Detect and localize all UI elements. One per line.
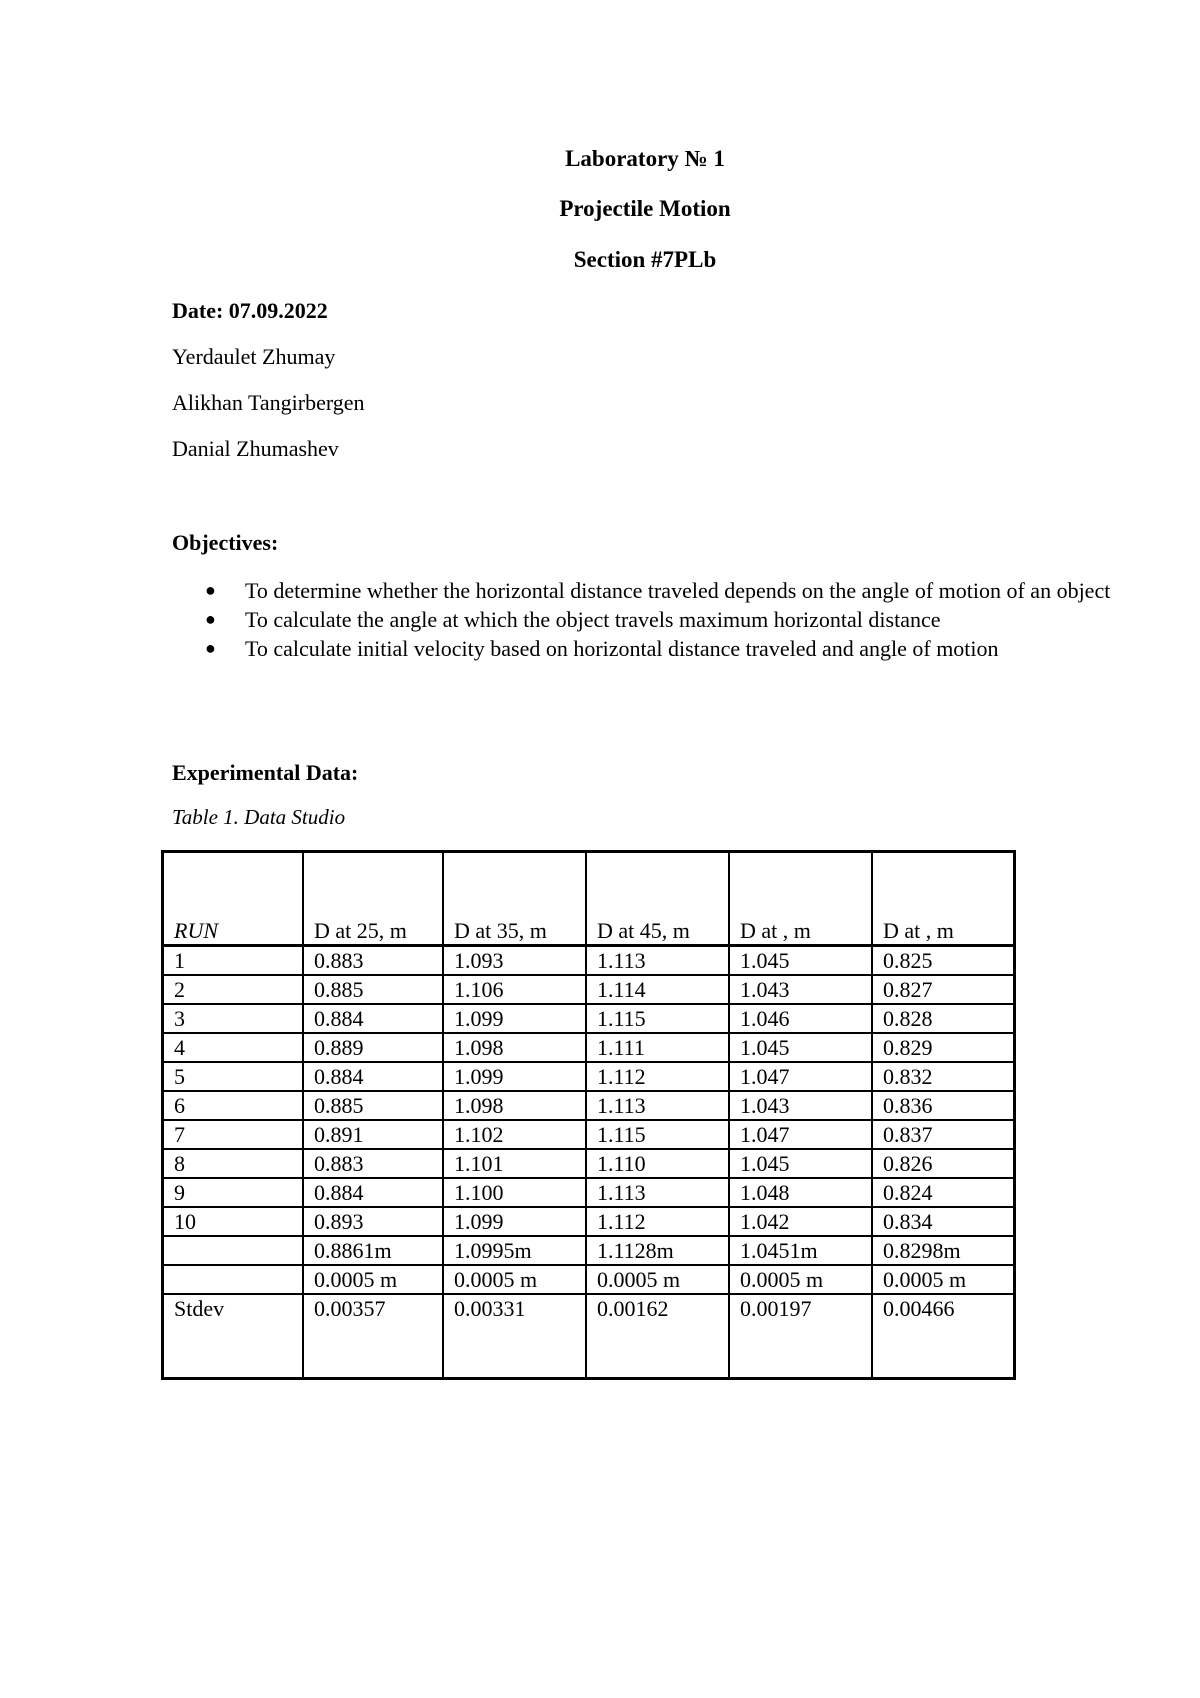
column-header: D at , m — [729, 852, 872, 946]
run-cell: 6 — [163, 1091, 304, 1120]
table-row — [163, 1207, 1015, 1236]
value-cell: 0.0005 m — [729, 1265, 872, 1294]
run-cell: 7 — [163, 1120, 304, 1149]
value-cell: 1.113 — [586, 1091, 729, 1120]
table-row — [163, 1004, 1015, 1033]
value-cell: 0.00466 — [872, 1294, 1015, 1379]
value-cell: 1.111 — [586, 1033, 729, 1062]
value-cell: 1.112 — [586, 1207, 729, 1236]
value-cell: 1.0451m — [729, 1236, 872, 1265]
value-cell: 0.832 — [872, 1062, 1015, 1091]
objective-item — [172, 634, 1132, 663]
table-row — [163, 1265, 1015, 1294]
value-cell: 0.8298m — [872, 1236, 1015, 1265]
value-cell: 1.114 — [586, 975, 729, 1004]
objective-text: To determine whether the horizontal distance traveled depends on the angle of motion of an object — [245, 578, 1111, 603]
run-cell: 10 — [163, 1207, 304, 1236]
value-cell: 0.893 — [303, 1207, 443, 1236]
table-caption: Table 1. Data Studio — [172, 805, 346, 829]
objectives-heading: Objectives: — [172, 530, 279, 555]
table-header-row — [163, 852, 1015, 946]
value-cell: 0.883 — [303, 1149, 443, 1178]
value-cell: 1.115 — [586, 1004, 729, 1033]
value-cell: 0.825 — [872, 946, 1015, 976]
value-cell: 0.884 — [303, 1178, 443, 1207]
table-row — [163, 1062, 1015, 1091]
run-cell — [163, 1236, 304, 1265]
value-cell: 0.00162 — [586, 1294, 729, 1379]
value-cell: 1.047 — [729, 1120, 872, 1149]
value-cell: 1.093 — [443, 946, 586, 976]
data-table — [161, 850, 1016, 1380]
objective-item — [172, 576, 1132, 605]
value-cell: 0.00331 — [443, 1294, 586, 1379]
run-cell: 4 — [163, 1033, 304, 1062]
value-cell: 0.0005 m — [443, 1265, 586, 1294]
value-cell: 1.101 — [443, 1149, 586, 1178]
value-cell: 1.047 — [729, 1062, 872, 1091]
value-cell: 1.098 — [443, 1091, 586, 1120]
objective-text: To calculate the angle at which the object travels maximum horizontal distance — [245, 607, 941, 632]
member-name: Alikhan Tangirbergen — [172, 390, 365, 415]
table-row — [163, 1236, 1015, 1265]
table-row — [163, 1091, 1015, 1120]
value-cell: 1.042 — [729, 1207, 872, 1236]
table-row — [163, 1033, 1015, 1062]
value-cell: 0.824 — [872, 1178, 1015, 1207]
objective-item — [172, 605, 1132, 634]
column-header: D at , m — [872, 852, 1015, 946]
member-name: Danial Zhumashev — [172, 436, 339, 461]
value-cell: 1.045 — [729, 946, 872, 976]
value-cell: 1.0995m — [443, 1236, 586, 1265]
table-body — [163, 946, 1015, 1379]
table-row — [163, 1178, 1015, 1207]
run-cell — [163, 1265, 304, 1294]
table-row — [163, 975, 1015, 1004]
value-cell: 0.829 — [872, 1033, 1015, 1062]
value-cell: 1.043 — [729, 1091, 872, 1120]
value-cell: 0.889 — [303, 1033, 443, 1062]
value-cell: 1.048 — [729, 1178, 872, 1207]
value-cell: 1.099 — [443, 1207, 586, 1236]
lab-date: Date: 07.09.2022 — [172, 298, 328, 323]
value-cell: 0.836 — [872, 1091, 1015, 1120]
table-row — [163, 1294, 1015, 1379]
value-cell: 0.884 — [303, 1004, 443, 1033]
value-cell: 1.102 — [443, 1120, 586, 1149]
column-header: D at 35, m — [443, 852, 586, 946]
value-cell: 1.099 — [443, 1004, 586, 1033]
value-cell: 1.1128m — [586, 1236, 729, 1265]
run-cell: 2 — [163, 975, 304, 1004]
value-cell: 0.885 — [303, 1091, 443, 1120]
table-row — [163, 1149, 1015, 1178]
value-cell: 0.828 — [872, 1004, 1015, 1033]
value-cell: 0.00197 — [729, 1294, 872, 1379]
objectives-list — [172, 576, 1132, 663]
run-cell: 9 — [163, 1178, 304, 1207]
run-cell: 1 — [163, 946, 304, 976]
objective-text: To calculate initial velocity based on horizontal distance traveled and angle of motion — [245, 636, 999, 661]
lab-section: Section #7PLb — [573, 247, 717, 272]
lab-title: Laboratory № 1 — [565, 146, 725, 171]
column-header-run: RUN — [163, 852, 304, 946]
run-cell: Stdev — [163, 1294, 304, 1379]
value-cell: 0.00357 — [303, 1294, 443, 1379]
value-cell: 0.837 — [872, 1120, 1015, 1149]
experimental-heading: Experimental Data: — [172, 760, 359, 785]
bullet-icon: ● — [205, 580, 216, 600]
value-cell: 0.0005 m — [872, 1265, 1015, 1294]
lab-subject: Projectile Motion — [559, 196, 731, 221]
value-cell: 1.112 — [586, 1062, 729, 1091]
value-cell: 1.113 — [586, 946, 729, 976]
value-cell: 0.891 — [303, 1120, 443, 1149]
value-cell: 0.0005 m — [586, 1265, 729, 1294]
bullet-icon: ● — [205, 638, 216, 658]
value-cell: 1.099 — [443, 1062, 586, 1091]
value-cell: 0.885 — [303, 975, 443, 1004]
value-cell: 1.100 — [443, 1178, 586, 1207]
value-cell: 1.106 — [443, 975, 586, 1004]
value-cell: 1.113 — [586, 1178, 729, 1207]
value-cell: 1.046 — [729, 1004, 872, 1033]
bullet-icon: ● — [205, 609, 216, 629]
member-name: Yerdaulet Zhumay — [172, 344, 336, 369]
run-cell: 8 — [163, 1149, 304, 1178]
value-cell: 0.0005 m — [303, 1265, 443, 1294]
value-cell: 1.110 — [586, 1149, 729, 1178]
value-cell: 0.826 — [872, 1149, 1015, 1178]
value-cell: 0.883 — [303, 946, 443, 976]
value-cell: 0.834 — [872, 1207, 1015, 1236]
value-cell: 0.884 — [303, 1062, 443, 1091]
value-cell: 0.8861m — [303, 1236, 443, 1265]
value-cell: 1.115 — [586, 1120, 729, 1149]
value-cell: 0.827 — [872, 975, 1015, 1004]
value-cell: 1.045 — [729, 1149, 872, 1178]
value-cell: 1.045 — [729, 1033, 872, 1062]
run-cell: 3 — [163, 1004, 304, 1033]
table-row — [163, 946, 1015, 976]
column-header: D at 25, m — [303, 852, 443, 946]
value-cell: 1.098 — [443, 1033, 586, 1062]
run-cell: 5 — [163, 1062, 304, 1091]
value-cell: 1.043 — [729, 975, 872, 1004]
table-row — [163, 1120, 1015, 1149]
column-header: D at 45, m — [586, 852, 729, 946]
